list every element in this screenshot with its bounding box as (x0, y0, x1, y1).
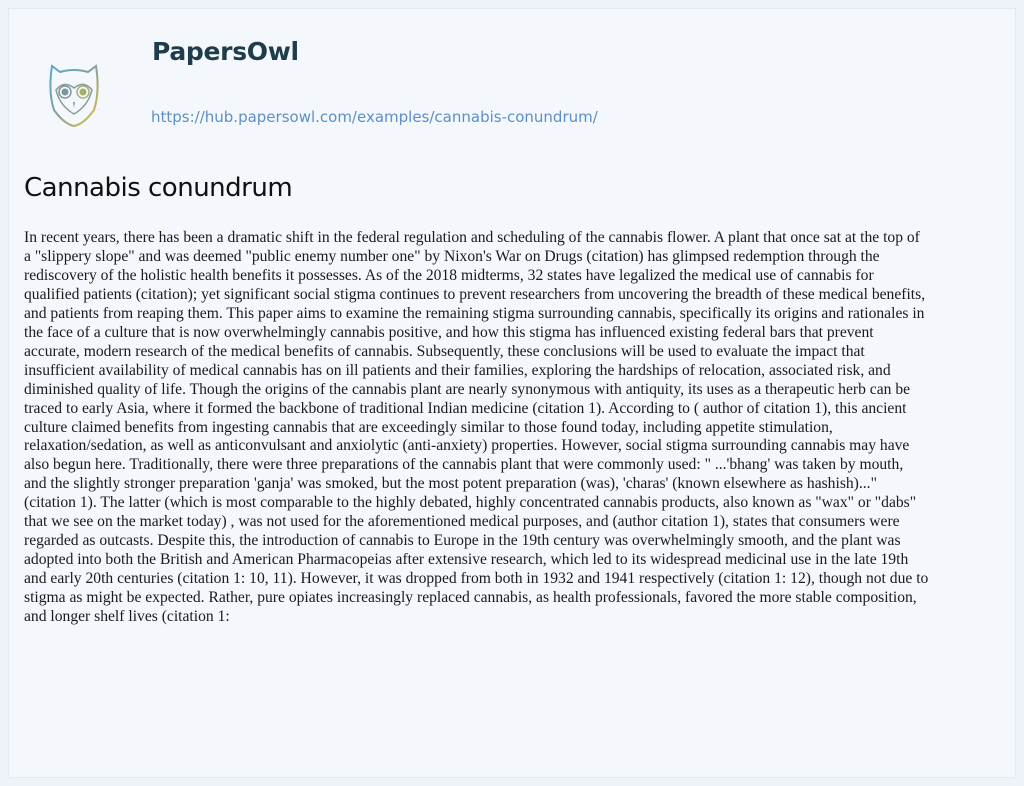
article-body (24, 229, 1014, 627)
brand-name[interactable]: PapersOwl (152, 37, 299, 66)
article-url-link[interactable]: https://hub.papersowl.com/examples/cannabis-conundrum/ (151, 108, 598, 126)
body-line: regarded as outcasts. Despite this, the introduction of cannabis to Europe in the 19th century was overwhelmingly smooth, and the plant was (24, 532, 901, 550)
body-line: insufficient availability of medical cannabis has on ill patients and their families, exploring the hardships of relocation, associated risk, and (24, 361, 891, 379)
owl-logo-icon (48, 62, 100, 128)
body-line: that we see on the market today) , was not used for the aforementioned medical purposes, and (author citation 1), states that consumers were (24, 513, 900, 531)
body-line: relaxation/sedation, as well as anticonvulsant and anxiolytic (anti-anxiety) properties. However, social stigma surrounding cannabis may have (24, 437, 910, 455)
body-line: diminished quality of life. Though the origins of the cannabis plant are nearly synonymous with antiquity, its uses as a therapeutic herb can be (24, 380, 911, 398)
body-line: In recent years, there has been a dramatic shift in the federal regulation and scheduling of the cannabis flower. A plant that once sat at the top of (24, 229, 920, 246)
body-line: culture claimed benefits from ingesting cannabis that are exceedingly similar to those found today, including appetite stimulation, (24, 418, 833, 436)
body-line: rediscovery of the holistic health benefits it possesses. As of the 2018 midterms, 32 states have legalized the medical use of cannabis for (24, 266, 874, 284)
body-line: qualified patients (citation); yet significant social stigma continues to prevent researchers from uncovering the breadth of these medical benefits, (24, 285, 926, 303)
body-line: the face of a culture that is now overwhelmingly cannabis positive, and how this stigma has influenced existing federal bars that prevent (24, 323, 874, 341)
body-line: also begun here. Traditionally, there were three preparations of the cannabis plant that were commonly used: " ...'bhang' was taken by mouth, (24, 456, 904, 474)
body-line: and early 20th centuries (citation 1: 10, 11). However, it was dropped from both in 1932 and 1941 respectively (citation 1: 12), though not due to (24, 570, 929, 588)
body-line: and longer shelf lives (citation 1: (24, 608, 230, 626)
body-line: and the slightly stronger preparation 'ganja' was smoked, but the most potent preparation (was), 'charas' (known elsewhere as hashish)..." (24, 475, 877, 493)
body-line: accurate, modern research of the medical benefits of cannabis. Subsequently, these conclusions will be used to evaluate the impact that (24, 342, 865, 360)
body-line: traced to early Asia, where it formed the backbone of traditional Indian medicine (citation 1). According to ( author of citation 1), this ancient (24, 399, 907, 417)
body-line: a "slippery slope" and was deemed "public enemy number one" by Nixon's War on Drugs (citation) has glimpsed redemption through the (24, 247, 880, 265)
body-line: and patients from reaping them. This paper aims to examine the remaining stigma surrounding cannabis, specifically its origins and rationales in (24, 304, 925, 322)
page-title: Cannabis conundrum (24, 173, 293, 203)
body-line: (citation 1). The latter (which is most comparable to the highly debated, highly concentrated cannabis products, also known as "wax" or "dabs" (24, 494, 917, 512)
body-line: stigma as might be expected. Rather, pure opiates increasingly replaced cannabis, as health professionals, favored the more stable composition, (24, 589, 917, 607)
body-line: adopted into both the British and American Pharmacopeias after extensive research, which led to its widespread medicinal use in the late 19th (24, 551, 909, 569)
